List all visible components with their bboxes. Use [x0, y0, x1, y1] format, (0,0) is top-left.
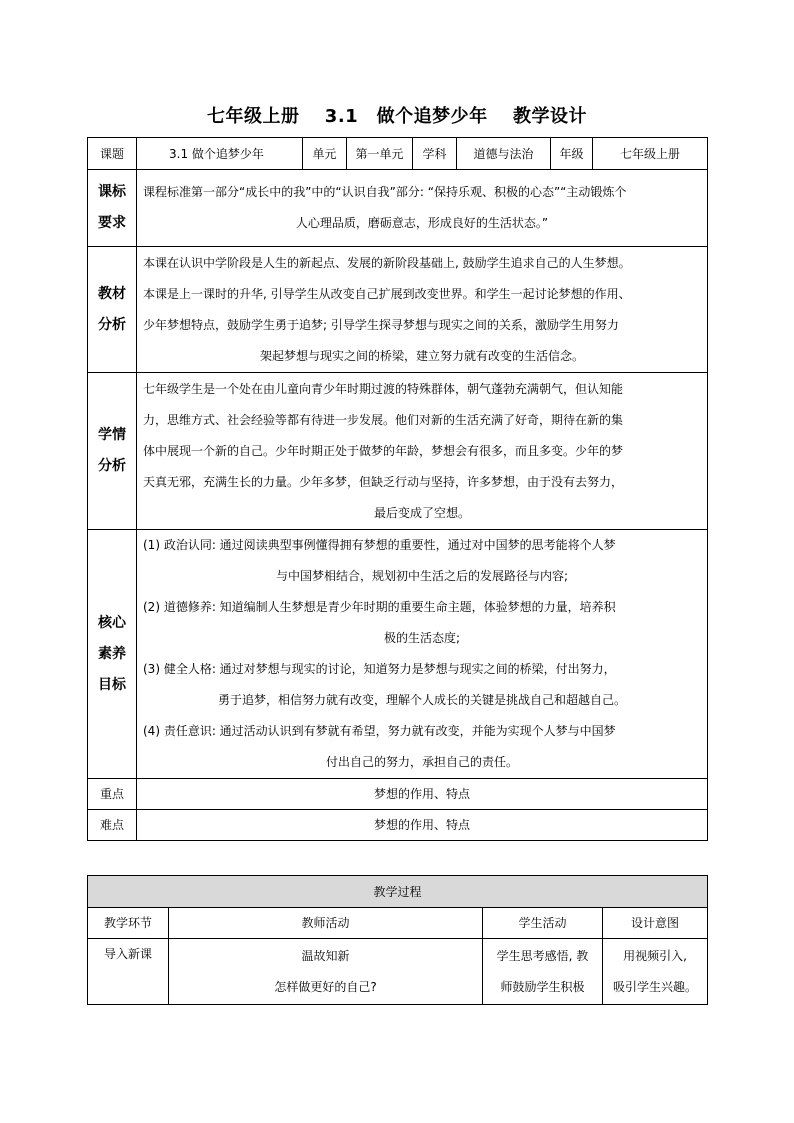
text-line: 与中国梦相结合，规划初中生活之后的发展路径与内容; [275, 569, 569, 583]
student-cell [483, 939, 603, 1005]
header-student: 学生活动 [483, 908, 603, 939]
standard-text [137, 170, 708, 247]
text-line: 力，思维方式、社会经验等都有待进一步发展。他们对新的生活充满了好奇，期待在新的集 [143, 412, 624, 427]
key-label: 重点 [88, 779, 137, 810]
teaching-process-table [87, 875, 708, 1005]
text-line: (2) 道德修养: 知道编制人生梦想是青少年时期的重要生命主题，体验梦想的力量，培养积 [143, 600, 616, 614]
difficult-value: 梦想的作用、特点 [137, 810, 708, 841]
text-line: 勇于追梦，相信努力就有改变，理解个人成长的关键是挑战自己和超越自己。 [217, 693, 626, 707]
student-line: 学生思考感悟, 教 [496, 948, 589, 963]
text-line: 本课是上一课时的升华, 引导学生从改变自己扩展到改变世界。和学生一起讨论梦想的作用、 [143, 286, 631, 301]
students-text [137, 373, 708, 530]
literacy-label [88, 530, 137, 779]
header-intent: 设计意图 [603, 908, 708, 939]
student-line: 师鼓励学生积极 [500, 979, 585, 994]
topic-label: 课题 [88, 138, 137, 170]
page-title: 七年级上册 3.1 做个追梦少年 教学设计 [207, 106, 587, 127]
material-row [88, 247, 708, 373]
teacher-line: 怎样做更好的自己? [274, 979, 377, 994]
teacher-cell [169, 939, 483, 1005]
text-line: 架起梦想与现实之间的桥梁，建立努力就有改变的生活信念。 [259, 348, 584, 363]
material-label-line: 分析 [98, 316, 126, 333]
unit-value: 第一单元 [347, 138, 413, 170]
difficult-label: 难点 [88, 810, 137, 841]
material-label-line: 教材 [98, 285, 126, 302]
stage-cell: 导入新课 [88, 939, 169, 1005]
intent-line: 用视频引入, [623, 948, 687, 963]
text-line: 付出自己的努力，承担自己的责任。 [325, 755, 518, 769]
teacher-line: 温故知新 [301, 948, 350, 963]
intent-line: 吸引学生兴趣。 [613, 979, 698, 994]
info-row [88, 138, 708, 170]
students-label-line: 学情 [98, 427, 126, 443]
key-row [88, 779, 708, 810]
text-line: 最后变成了空想。 [373, 505, 470, 520]
text-line: 七年级学生是一个处在由儿童向青少年时期过渡的特殊群体，朝气蓬勃充满朝气，但认知能 [143, 381, 624, 396]
lesson-design-table [87, 137, 708, 841]
students-label [88, 373, 137, 530]
standard-label-line: 要求 [98, 215, 126, 231]
grade-value: 七年级上册 [593, 138, 708, 170]
text-line: 本课在认识中学阶段是人生的新起点、发展的新阶段基础上, 鼓励学生追求自己的人生梦想。 [143, 255, 631, 270]
standard-row [88, 170, 708, 247]
standard-label [88, 170, 137, 247]
subject-label: 学科 [413, 138, 457, 170]
process-header-row [88, 908, 708, 939]
topic-value: 3.1 做个追梦少年 [137, 138, 303, 170]
text-line: (1) 政治认同: 通过阅读典型事例懂得拥有梦想的重要性，通过对中国梦的思考能将个人梦 [143, 538, 616, 552]
standard-label-line: 课标 [98, 184, 126, 200]
literacy-row [88, 530, 708, 779]
key-value: 梦想的作用、特点 [137, 779, 708, 810]
literacy-label-line: 目标 [98, 676, 126, 693]
grade-label: 年级 [551, 138, 593, 170]
literacy-label-line: 素养 [98, 645, 126, 662]
material-text [137, 247, 708, 373]
text-line: 天真无邪，充满生长的力量。少年多梦，但缺乏行动与坚持，许多梦想，由于没有去努力， [143, 474, 624, 489]
text-line: 课程标准第一部分“成长中的我”中的“认识自我”部分: “保持乐观、积极的心态”“主动锻炼个 [143, 185, 627, 199]
header-teacher: 教师活动 [169, 908, 483, 939]
difficult-row [88, 810, 708, 841]
subject-value: 道德与法治 [457, 138, 551, 170]
process-title-row [88, 876, 708, 908]
text-line: (4) 责任意识: 通过活动认识到有梦就有希望，努力就有改变，并能为实现个人梦与中国梦 [143, 724, 616, 738]
header-stage: 教学环节 [88, 908, 169, 939]
text-line: 极的生活态度; [383, 631, 461, 645]
text-line: 体中展现一个新的自己。少年时期正处于做梦的年龄，梦想会有很多，而且多变。少年的梦 [143, 443, 624, 458]
text-line: 人心理品质，磨砺意志，形成良好的生活状态。” [295, 216, 549, 230]
text-line: (3) 健全人格: 通过对梦想与现实的讨论，知道努力是梦想与现实之间的桥梁，付出努力， [143, 662, 616, 676]
intent-cell [603, 939, 708, 1005]
unit-label: 单元 [303, 138, 347, 170]
students-label-line: 分析 [98, 458, 126, 474]
students-row [88, 373, 708, 530]
process-title: 教学过程 [88, 876, 708, 908]
material-label [88, 247, 137, 373]
literacy-text [137, 530, 708, 779]
text-line: 少年梦想特点，鼓励学生勇于追梦; 引导学生探寻梦想与现实之间的关系，激励学生用努力 [143, 317, 619, 332]
literacy-label-line: 核心 [98, 614, 126, 631]
process-row [88, 939, 708, 1005]
